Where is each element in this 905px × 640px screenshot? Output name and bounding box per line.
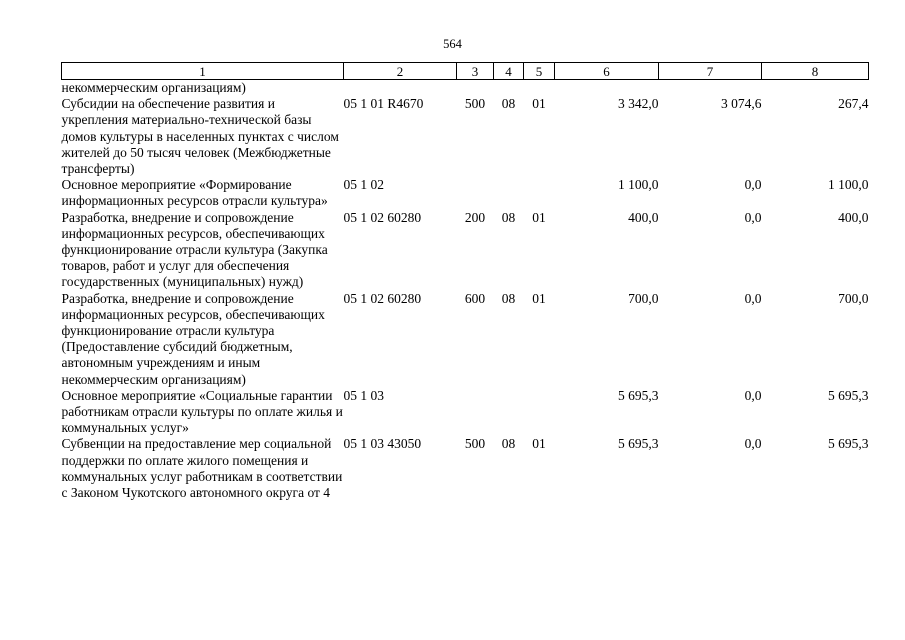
row-code: 05 1 03 <box>343 387 384 403</box>
column-header-8: 8 <box>762 63 869 80</box>
column-header-1: 1 <box>62 63 344 80</box>
column-header-4: 4 <box>494 63 524 80</box>
column-header-3: 3 <box>457 63 494 80</box>
row-col4 <box>494 80 524 97</box>
row-col3: 500 <box>464 436 486 452</box>
row-col3 <box>457 177 494 209</box>
row-col6: 400,0 <box>628 209 659 225</box>
table-row <box>62 96 869 177</box>
row-col4 <box>494 388 524 437</box>
row-col8: 267,4 <box>838 96 869 112</box>
budget-table <box>61 62 869 501</box>
row-col8: 400,0 <box>838 209 869 225</box>
row-col5: 01 <box>532 436 546 452</box>
column-header-2: 2 <box>344 63 457 80</box>
table-row <box>62 80 869 97</box>
table-row <box>62 210 869 291</box>
row-col3: 500 <box>464 96 486 112</box>
column-header-6: 6 <box>555 63 659 80</box>
row-col5: 01 <box>532 96 546 112</box>
row-col3: 600 <box>464 290 486 306</box>
row-name: Субвенции на предоставление мер социальной поддержки по оплате жилого помещения и коммунальных услуг работникам в соответствии с Законом Чукотского автономного округа от 4 <box>61 436 343 501</box>
row-col8: 700,0 <box>838 290 869 306</box>
row-col5 <box>524 177 555 209</box>
row-col7: 0,0 <box>744 387 762 403</box>
row-col7: 0,0 <box>744 290 762 306</box>
row-name: Разработка, внедрение и сопровождение информационных ресурсов, обеспечивающих функционирование отрасли культура (Предоставление субсидий бюджетным, автономным учреждениям и иным некоммерческим организациям) <box>61 290 325 387</box>
row-col7 <box>659 80 762 97</box>
row-col4: 08 <box>501 209 516 225</box>
row-col4: 08 <box>501 436 516 452</box>
row-code: 05 1 02 60280 <box>343 209 422 225</box>
row-col6 <box>555 80 659 97</box>
row-col7: 3 074,6 <box>721 96 762 112</box>
row-col7: 0,0 <box>744 209 762 225</box>
row-name: Субсидии на обеспечение развития и укрепления материально-технической базы домов культуры в населенных пунктах с числом жителей до 50 тысяч человек (Межбюджетные трансферты) <box>61 96 339 177</box>
row-name: Основное мероприятие «Социальные гарантии работникам отрасли культуры по оплате жилья и коммунальных услуг» <box>61 387 343 436</box>
row-col3: 200 <box>464 209 486 225</box>
row-code: 05 1 02 60280 <box>343 290 422 306</box>
row-col6: 5 695,3 <box>618 436 659 452</box>
row-col5 <box>524 388 555 437</box>
row-col6: 5 695,3 <box>618 387 659 403</box>
table-row <box>62 177 869 209</box>
column-header-7: 7 <box>659 63 762 80</box>
row-col5: 01 <box>532 290 546 306</box>
row-col6: 1 100,0 <box>618 177 659 193</box>
page-number: 564 <box>443 37 462 51</box>
row-col5 <box>524 80 555 97</box>
row-col8: 5 695,3 <box>828 436 869 452</box>
table-row <box>62 436 869 501</box>
row-code: 05 1 02 <box>343 177 384 193</box>
row-name: некоммерческим организациям) <box>61 80 246 95</box>
row-col7: 0,0 <box>744 177 762 193</box>
row-col6: 3 342,0 <box>618 96 659 112</box>
row-code: 05 1 03 43050 <box>343 436 422 452</box>
row-col4: 08 <box>501 290 516 306</box>
row-col6: 700,0 <box>628 290 659 306</box>
row-col8: 5 695,3 <box>828 387 869 403</box>
row-name: Разработка, внедрение и сопровождение информационных ресурсов, обеспечивающих функционирование отрасли культура (Закупка товаров, работ и услуг для обеспечения государственных (муниципальных) нужд) <box>61 209 328 290</box>
row-code: 05 1 01 R4670 <box>343 96 424 112</box>
table-row <box>62 291 869 388</box>
row-col4: 08 <box>501 96 516 112</box>
table-row <box>62 388 869 437</box>
row-col5: 01 <box>532 209 546 225</box>
row-col7: 0,0 <box>744 436 762 452</box>
row-col8 <box>762 80 869 97</box>
header-row <box>62 63 869 80</box>
row-col8: 1 100,0 <box>828 177 869 193</box>
row-col4 <box>494 177 524 209</box>
column-header-5: 5 <box>524 63 555 80</box>
row-code <box>344 80 457 97</box>
row-col3 <box>457 80 494 97</box>
row-name: Основное мероприятие «Формирование информационных ресурсов отрасли культура» <box>61 177 328 209</box>
row-col3 <box>457 388 494 437</box>
